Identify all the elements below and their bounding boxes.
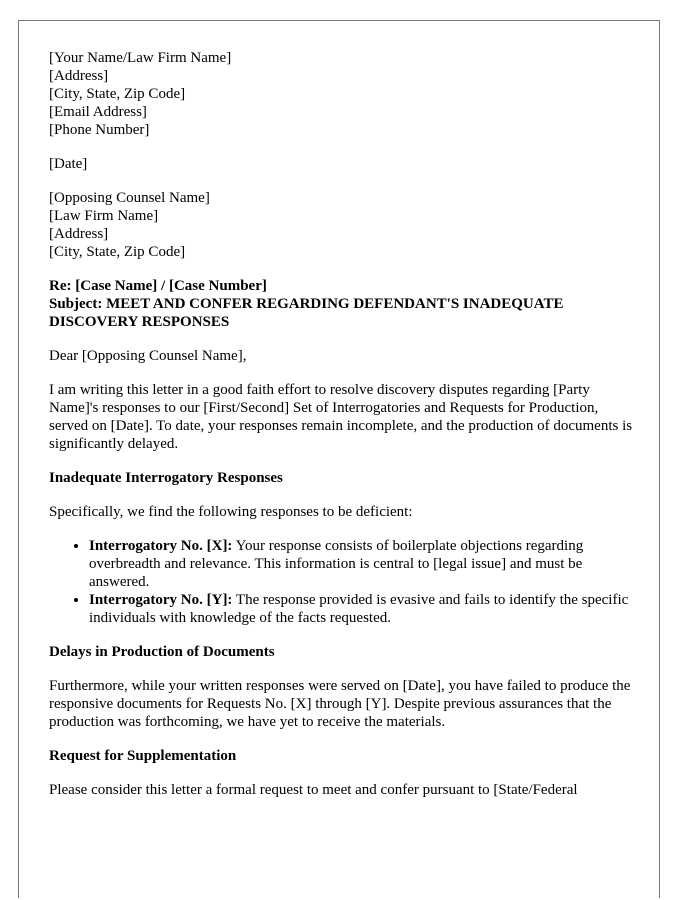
list-item-label: Interrogatory No. [X]: [89,538,233,554]
letter-body [49,49,639,815]
recipient-firm: [Law Firm Name] [49,208,159,224]
date-block [49,155,639,173]
re-line: Re: [Case Name] / [Case Number] [49,278,267,294]
list-item-label: Interrogatory No. [Y]: [89,592,233,608]
subject-line: Subject: MEET AND CONFER REGARDING DEFENDANT'S INADEQUATE DISCOVERY RESPONSES [49,296,564,330]
recipient-address: [Address] [49,226,109,242]
list-item [89,537,639,591]
list-item-text: Your response consists of boilerplate objections regarding overbreadth and relevance. This information is central to [legal issue] and must be answered. [89,538,584,590]
deficient-responses-list [49,537,639,627]
delays-heading: Delays in Production of Documents [49,644,275,660]
supplementation-paragraph: Please consider this letter a formal request to meet and confer pursuant to [State/Federal [49,782,578,798]
reference-block [49,277,639,331]
interrogatory-lead: Specifically, we find the following responses to be deficient: [49,504,413,520]
list-item-text: The response provided is evasive and fails to identify the specific individuals with knowledge of the facts requested. [89,592,629,626]
supplementation-heading: Request for Supplementation [49,748,237,764]
recipient-block [49,189,639,261]
sender-block [49,49,639,139]
delays-paragraph: Furthermore, while your written responses were served on [Date], you have failed to produce the responsive documents for Requests No. [X] through [Y]. Despite previous assurances that the production was forthcoming, we have yet to receive the materials. [49,678,631,730]
recipient-name: [Opposing Counsel Name] [49,190,210,206]
interrogatory-heading: Inadequate Interrogatory Responses [49,470,283,486]
letter-page [18,20,660,898]
sender-email: [Email Address] [49,104,147,120]
sender-city-state-zip: [City, State, Zip Code] [49,86,186,102]
recipient-city-state-zip: [City, State, Zip Code] [49,244,186,260]
list-item [89,591,639,627]
sender-phone: [Phone Number] [49,122,150,138]
intro-paragraph: I am writing this letter in a good faith effort to resolve discovery disputes regarding [Party Name]'s responses to our [First/Second] Set of Interrogatories and Requests for Production, served on [Date]. To date, your responses remain incomplete, and the production of documents is significantly delayed. [49,382,633,452]
sender-name: [Your Name/Law Firm Name] [49,50,232,66]
salutation: Dear [Opposing Counsel Name], [49,348,247,364]
sender-address: [Address] [49,68,109,84]
letter-date: [Date] [49,156,88,172]
